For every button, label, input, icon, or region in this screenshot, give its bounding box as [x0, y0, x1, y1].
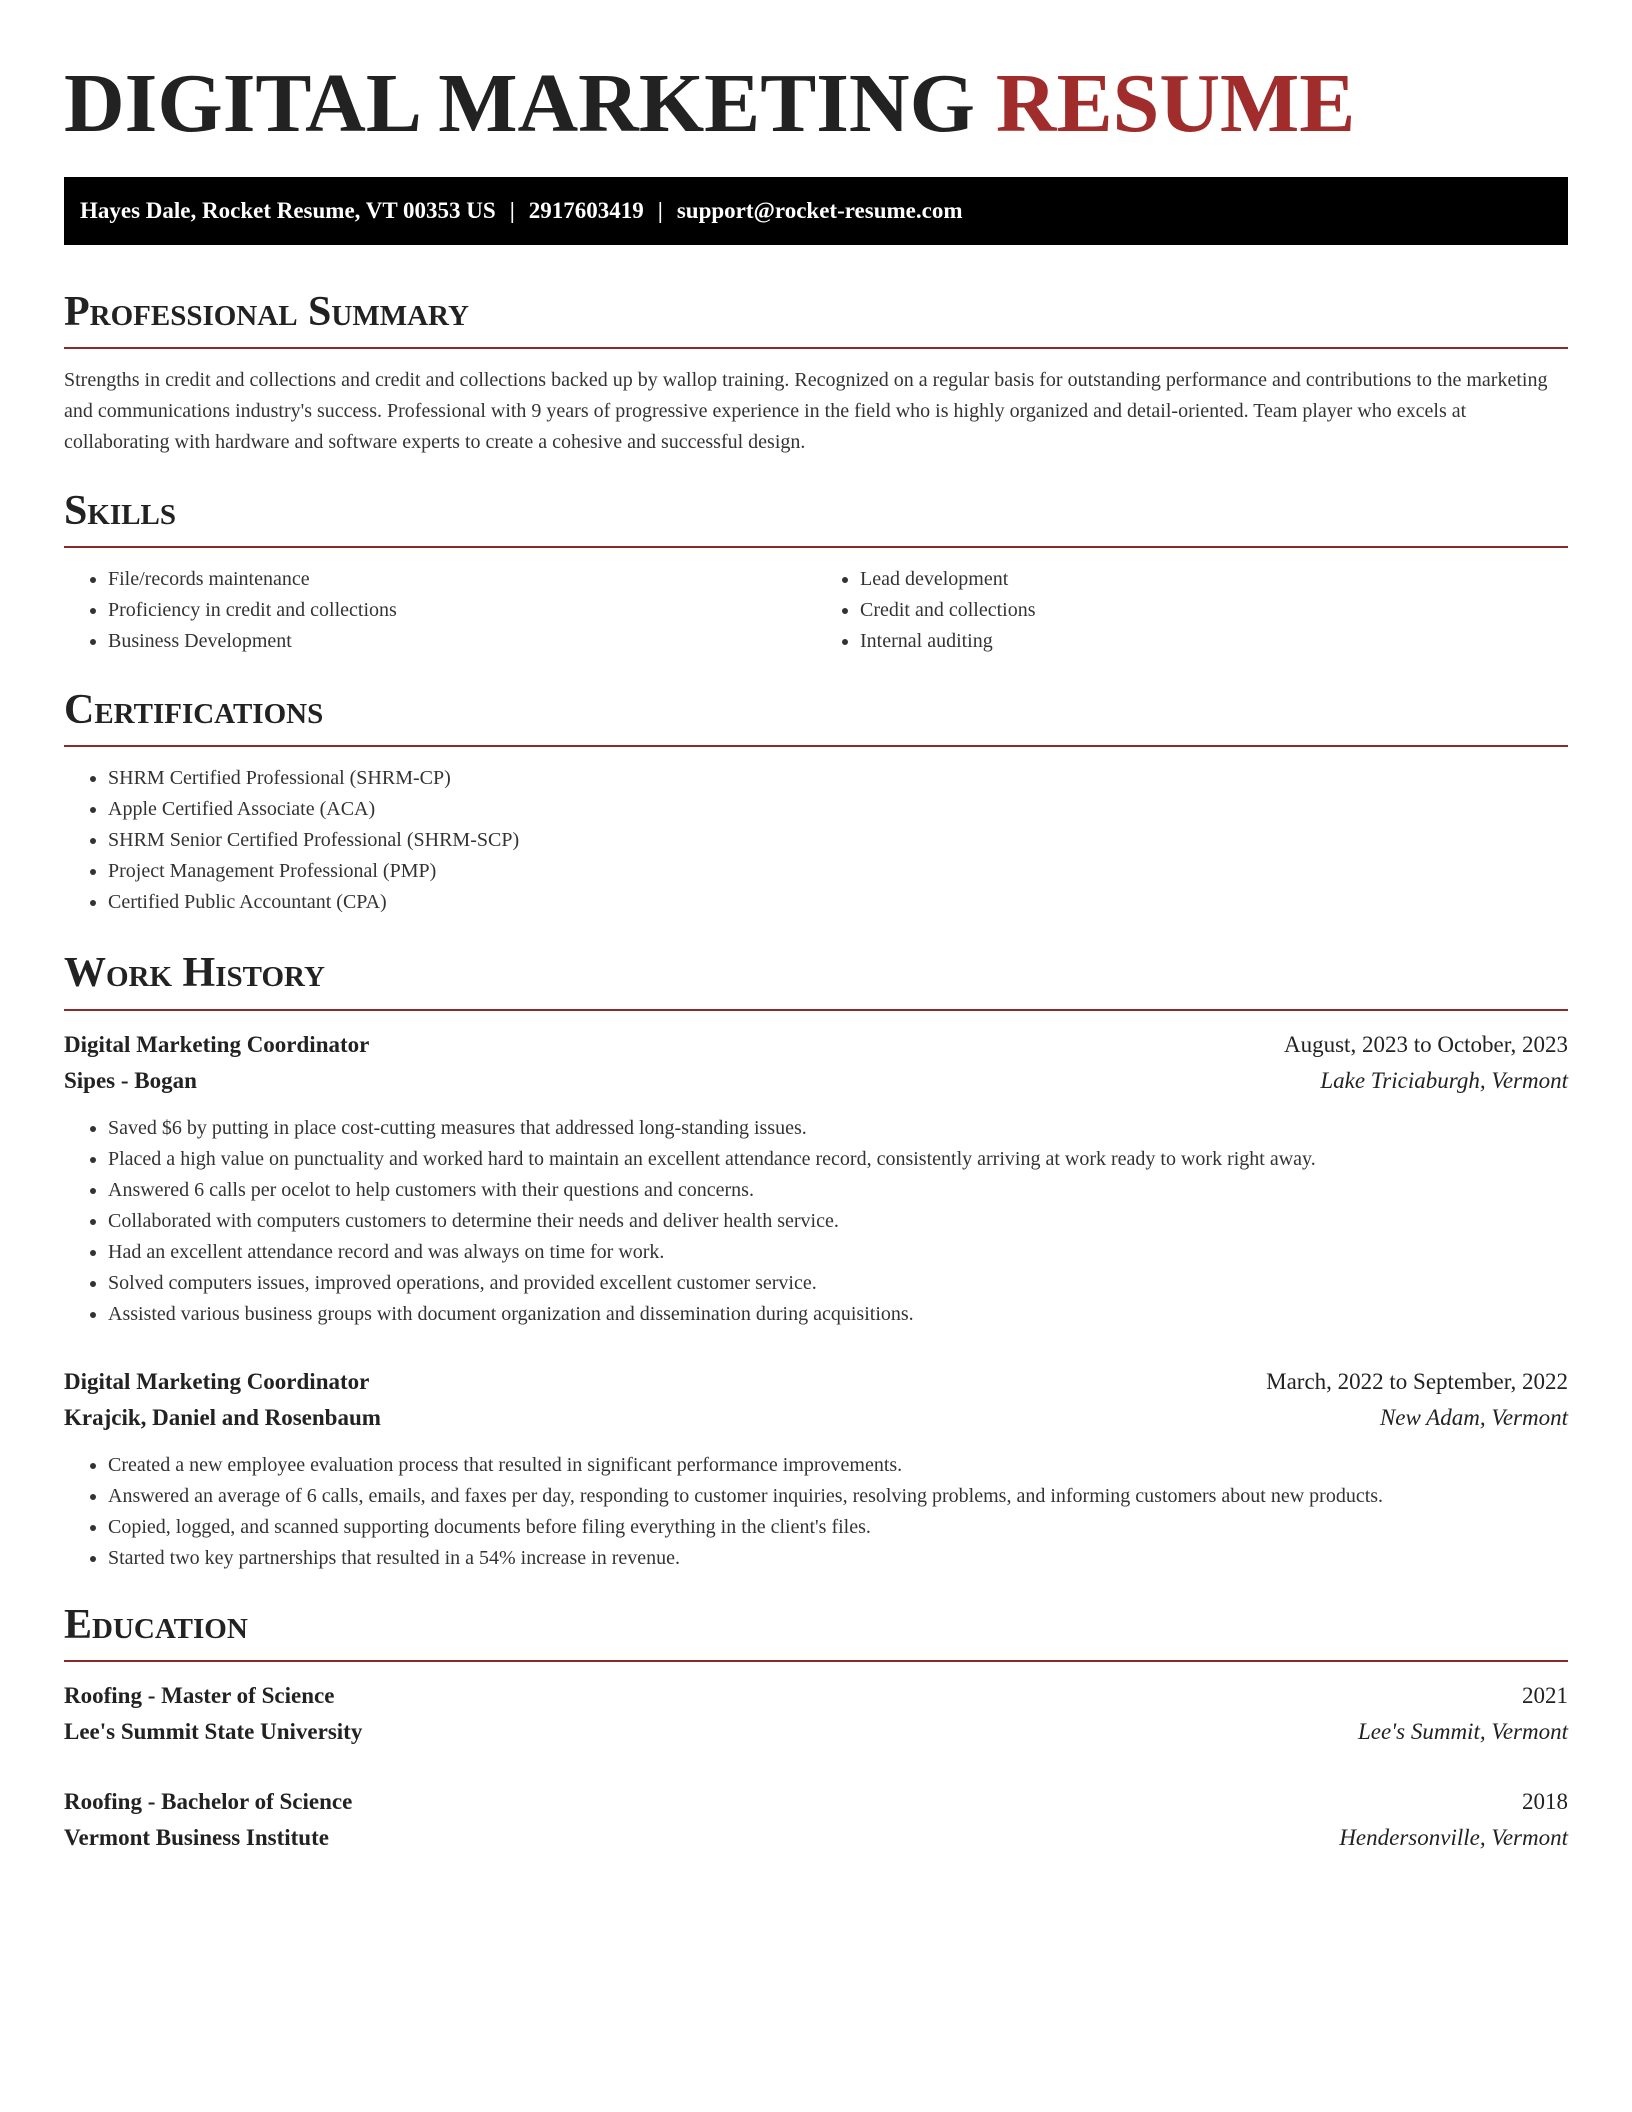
summary-heading: Professional Summary — [64, 289, 1568, 349]
education-header-row — [64, 1784, 1568, 1820]
education-school: Vermont Business Institute — [64, 1824, 329, 1850]
job-entry — [64, 1364, 1568, 1574]
job-bullet: • Solved computers issues, improved operations, and provided excellent customer service. — [108, 1268, 1568, 1299]
job-title: Digital Marketing Coordinator — [64, 1031, 370, 1057]
certification-item: • Project Management Professional (PMP) — [108, 856, 1568, 887]
job-bullet: • Assisted various business groups with document organization and dissemination during acquisitions. — [108, 1299, 1568, 1330]
skills-section — [64, 488, 1568, 657]
education-section — [64, 1602, 1568, 1856]
job-dates: August, 2023 to October, 2023 — [1284, 1031, 1568, 1057]
education-school-row — [64, 1820, 1568, 1856]
skill-item: • Lead development — [860, 564, 1568, 595]
job-location: New Adam, Vermont — [1379, 1404, 1568, 1430]
job-bullets — [64, 1113, 1568, 1330]
job-bullet: • Saved $6 by putting in place cost-cutting measures that addressed long-standing issues. — [108, 1113, 1568, 1144]
education-school-row — [64, 1714, 1568, 1750]
job-bullet: • Collaborated with computers customers to determine their needs and deliver health service. — [108, 1206, 1568, 1237]
job-company-row — [64, 1063, 1568, 1099]
skills-list-left — [64, 564, 816, 657]
certifications-section — [64, 687, 1568, 918]
education-school: Lee's Summit State University — [64, 1718, 363, 1744]
contact-bar — [64, 177, 1568, 245]
job-bullet: • Created a new employee evaluation process that resulted in significant performance improvements. — [108, 1450, 1568, 1481]
job-bullet: • Copied, logged, and scanned supporting documents before filing everything in the client's files. — [108, 1512, 1568, 1543]
skill-item: • Credit and collections — [860, 595, 1568, 626]
certification-item: • Certified Public Accountant (CPA) — [108, 887, 1568, 918]
job-location: Lake Triciaburgh, Vermont — [1320, 1067, 1568, 1093]
job-header-row — [64, 1027, 1568, 1063]
title-accent: RESUME — [995, 57, 1356, 150]
job-bullet: • Answered an average of 6 calls, emails, and faxes per day, responding to customer inquiries, resolving problems, and informing customers about new products. — [108, 1481, 1568, 1512]
education-entry — [64, 1784, 1568, 1856]
contact-separator: | — [657, 197, 663, 223]
title-main: DIGITAL MARKETING — [64, 57, 975, 150]
skill-item: • Internal auditing — [860, 626, 1568, 657]
skills-list-right — [816, 564, 1568, 657]
education-degree: Roofing - Master of Science — [64, 1682, 335, 1708]
skills-heading: Skills — [64, 488, 1568, 548]
certifications-list — [64, 763, 1568, 918]
job-bullet: • Answered 6 calls per ocelot to help customers with their questions and concerns. — [108, 1175, 1568, 1206]
resume-title — [64, 54, 1568, 155]
contact-phone: 2917603419 — [528, 197, 644, 223]
contact-address: Hayes Dale, Rocket Resume, VT 00353 US — [80, 197, 496, 223]
work-history-heading: Work History — [64, 950, 1568, 1010]
job-company-row — [64, 1400, 1568, 1436]
job-company: Sipes - Bogan — [64, 1067, 197, 1093]
education-entry — [64, 1678, 1568, 1750]
skill-item: • Business Development — [108, 626, 816, 657]
summary-section — [64, 289, 1568, 458]
education-heading: Education — [64, 1602, 1568, 1662]
job-company: Krajcik, Daniel and Rosenbaum — [64, 1404, 381, 1430]
contact-email: support@rocket-resume.com — [676, 197, 963, 223]
work-history-section — [64, 950, 1568, 1573]
education-year: 2018 — [1522, 1788, 1568, 1814]
job-bullet: • Started two key partnerships that resulted in a 54% increase in revenue. — [108, 1543, 1568, 1574]
education-location: Hendersonville, Vermont — [1339, 1824, 1568, 1850]
contact-separator: | — [509, 197, 515, 223]
job-bullet: • Had an excellent attendance record and was always on time for work. — [108, 1237, 1568, 1268]
certification-item: • SHRM Certified Professional (SHRM-CP) — [108, 763, 1568, 794]
certifications-heading: Certifications — [64, 687, 1568, 747]
education-header-row — [64, 1678, 1568, 1714]
certification-item: • SHRM Senior Certified Professional (SHRM-SCP) — [108, 825, 1568, 856]
job-entry — [64, 1027, 1568, 1330]
job-title: Digital Marketing Coordinator — [64, 1368, 370, 1394]
summary-text: Strengths in credit and collections and credit and collections backed up by wallop training. Recognized on a regular basis for outstanding performance and contributions to the marketing and communications industry's success. Professional with 9 years of progressive experience in the field who is highly organized and detail-oriented. Team player who excels at collaborating with hardware and software experts to create a cohesive and successful design. — [64, 368, 1548, 453]
skills-grid — [64, 548, 1568, 657]
job-bullet: • Placed a high value on punctuality and worked hard to maintain an excellent attendance record, consistently arriving at work ready to work right away. — [108, 1144, 1568, 1175]
job-header-row — [64, 1364, 1568, 1400]
job-dates: March, 2022 to September, 2022 — [1266, 1368, 1568, 1394]
certification-item: • Apple Certified Associate (ACA) — [108, 794, 1568, 825]
education-year: 2021 — [1522, 1682, 1568, 1708]
job-bullets — [64, 1450, 1568, 1574]
education-location: Lee's Summit, Vermont — [1358, 1718, 1568, 1744]
education-degree: Roofing - Bachelor of Science — [64, 1788, 353, 1814]
skill-item: • Proficiency in credit and collections — [108, 595, 816, 626]
skill-item: • File/records maintenance — [108, 564, 816, 595]
